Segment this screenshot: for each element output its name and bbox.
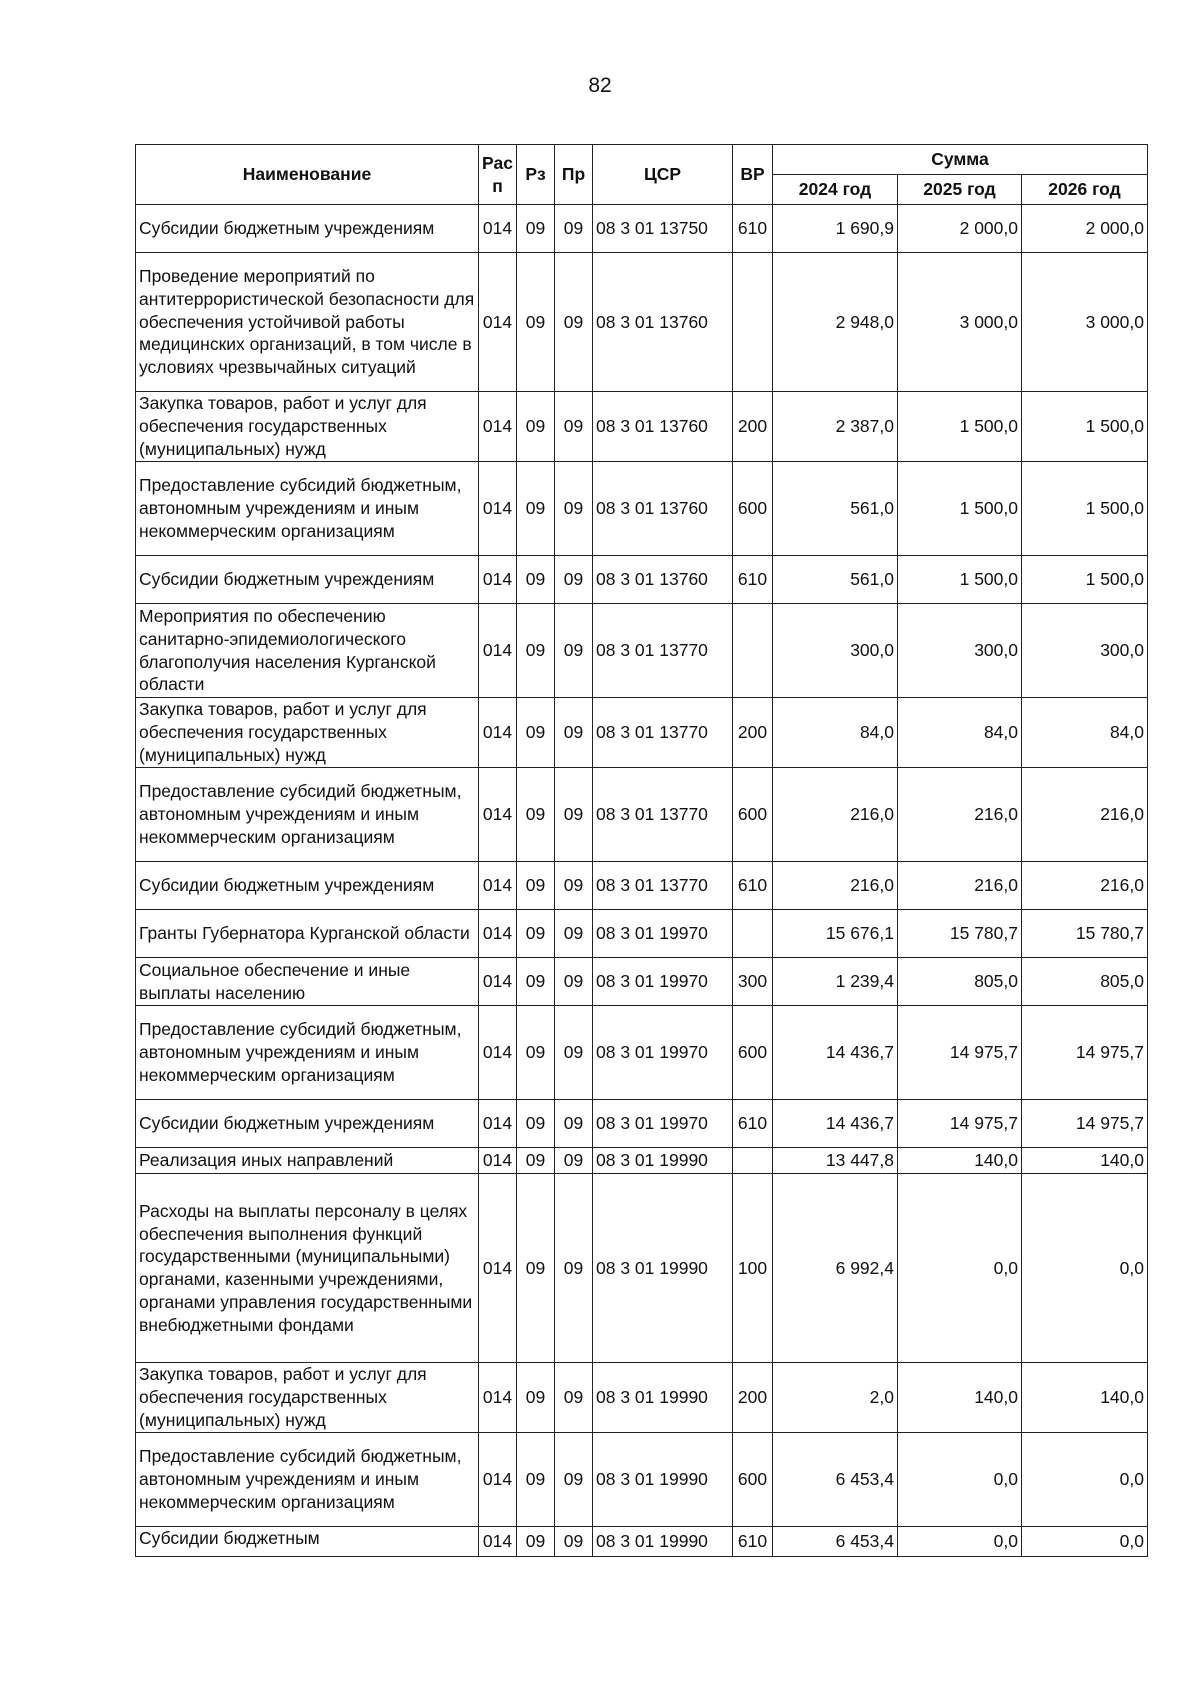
cell-rz: 09 (517, 768, 555, 862)
header-csr: ЦСР (593, 145, 733, 205)
cell-rasp: 014 (479, 556, 517, 604)
cell-2024: 561,0 (773, 556, 898, 604)
page-number: 82 (588, 74, 612, 97)
cell-csr: 08 3 01 13770 (593, 768, 733, 862)
cell-name: Закупка товаров, работ и услуг для обеспечения государственных (муниципальных) нужд (136, 698, 479, 768)
cell-pr: 09 (555, 1148, 593, 1174)
cell-name: Расходы на выплаты персоналу в целях обеспечения выполнения функций государственными (муниципальными) органами, казенными учреждениями, органами управления государственными внебюджетными фондами (136, 1174, 479, 1363)
cell-rasp: 014 (479, 1363, 517, 1433)
cell-rz: 09 (517, 910, 555, 958)
cell-rz: 09 (517, 1100, 555, 1148)
cell-name: Субсидии бюджетным учреждениям (136, 556, 479, 604)
cell-rz: 09 (517, 1363, 555, 1433)
cell-2025: 1 500,0 (898, 392, 1022, 462)
cell-pr: 09 (555, 1006, 593, 1100)
header-2025: 2025 год (898, 175, 1022, 205)
cell-vr (733, 604, 773, 698)
table-row (136, 1433, 1148, 1527)
header-2026: 2026 год (1022, 175, 1148, 205)
cell-2026: 0,0 (1022, 1433, 1148, 1527)
cell-2026: 14 975,7 (1022, 1100, 1148, 1148)
cell-csr: 08 3 01 13760 (593, 253, 733, 392)
cell-2025: 140,0 (898, 1148, 1022, 1174)
cell-rz: 09 (517, 1433, 555, 1527)
table-row (136, 462, 1148, 556)
cell-2026: 216,0 (1022, 862, 1148, 910)
header-rz: Рз (517, 145, 555, 205)
cell-vr: 200 (733, 392, 773, 462)
cell-pr: 09 (555, 862, 593, 910)
cell-2024: 300,0 (773, 604, 898, 698)
cell-2026: 0,0 (1022, 1527, 1148, 1557)
cell-rasp: 014 (479, 910, 517, 958)
table-row (136, 1527, 1148, 1557)
table-row (136, 205, 1148, 253)
cell-pr: 09 (555, 1100, 593, 1148)
cell-2025: 805,0 (898, 958, 1022, 1006)
table-row (136, 1148, 1148, 1174)
cell-name: Субсидии бюджетным учреждениям (136, 1100, 479, 1148)
table-row (136, 1363, 1148, 1433)
cell-vr: 300 (733, 958, 773, 1006)
cell-2026: 805,0 (1022, 958, 1148, 1006)
cell-rasp: 014 (479, 1527, 517, 1557)
table-row (136, 1100, 1148, 1148)
table-row (136, 556, 1148, 604)
cell-rz: 09 (517, 862, 555, 910)
cell-csr: 08 3 01 13770 (593, 862, 733, 910)
cell-vr: 200 (733, 698, 773, 768)
cell-pr: 09 (555, 205, 593, 253)
cell-vr (733, 1148, 773, 1174)
cell-rasp: 014 (479, 205, 517, 253)
cell-name: Закупка товаров, работ и услуг для обеспечения государственных (муниципальных) нужд (136, 1363, 479, 1433)
cell-rasp: 014 (479, 1433, 517, 1527)
table-row (136, 1006, 1148, 1100)
table-row (136, 910, 1148, 958)
cell-2025: 84,0 (898, 698, 1022, 768)
cell-2024: 6 453,4 (773, 1527, 898, 1557)
cell-2025: 2 000,0 (898, 205, 1022, 253)
cell-vr (733, 253, 773, 392)
cell-csr: 08 3 01 19970 (593, 1006, 733, 1100)
cell-2026: 84,0 (1022, 698, 1148, 768)
cell-rz: 09 (517, 556, 555, 604)
cell-rz: 09 (517, 1527, 555, 1557)
cell-pr: 09 (555, 392, 593, 462)
cell-rasp: 014 (479, 604, 517, 698)
cell-pr: 09 (555, 1363, 593, 1433)
cell-name: Предоставление субсидий бюджетным, автономным учреждениям и иным некоммерческим организациям (136, 1433, 479, 1527)
cell-2024: 561,0 (773, 462, 898, 556)
table-row (136, 253, 1148, 392)
cell-rasp: 014 (479, 462, 517, 556)
cell-name: Субсидии бюджетным (136, 1527, 479, 1557)
cell-2026: 1 500,0 (1022, 556, 1148, 604)
cell-2025: 15 780,7 (898, 910, 1022, 958)
cell-name: Гранты Губернатора Курганской области (136, 910, 479, 958)
cell-2026: 140,0 (1022, 1363, 1148, 1433)
cell-pr: 09 (555, 1433, 593, 1527)
cell-rasp: 014 (479, 958, 517, 1006)
cell-vr: 600 (733, 1433, 773, 1527)
cell-rasp: 014 (479, 253, 517, 392)
cell-2025: 140,0 (898, 1363, 1022, 1433)
cell-vr: 600 (733, 768, 773, 862)
cell-rz: 09 (517, 1148, 555, 1174)
cell-2025: 0,0 (898, 1433, 1022, 1527)
cell-rasp: 014 (479, 1174, 517, 1363)
cell-2025: 216,0 (898, 768, 1022, 862)
cell-2024: 216,0 (773, 862, 898, 910)
cell-csr: 08 3 01 19990 (593, 1433, 733, 1527)
cell-rz: 09 (517, 604, 555, 698)
cell-2026: 1 500,0 (1022, 392, 1148, 462)
cell-pr: 09 (555, 698, 593, 768)
cell-csr: 08 3 01 13770 (593, 698, 733, 768)
cell-2025: 1 500,0 (898, 556, 1022, 604)
cell-rz: 09 (517, 205, 555, 253)
cell-name: Реализация иных направлений (136, 1148, 479, 1174)
cell-csr: 08 3 01 13750 (593, 205, 733, 253)
cell-name: Предоставление субсидий бюджетным, автономным учреждениям и иным некоммерческим организациям (136, 462, 479, 556)
cell-vr: 600 (733, 1006, 773, 1100)
cell-name: Проведение мероприятий по антитеррористической безопасности для обеспечения устойчивой работы медицинских организаций, в том числе в условиях чрезвычайных ситуаций (136, 253, 479, 392)
cell-name: Мероприятия по обеспечению санитарно-эпидемиологического благополучия населения Курганской области (136, 604, 479, 698)
table-header (136, 145, 1148, 205)
cell-rasp: 014 (479, 392, 517, 462)
cell-name: Субсидии бюджетным учреждениям (136, 862, 479, 910)
cell-vr: 200 (733, 1363, 773, 1433)
cell-2024: 13 447,8 (773, 1148, 898, 1174)
cell-rz: 09 (517, 253, 555, 392)
cell-vr: 610 (733, 556, 773, 604)
table-row (136, 698, 1148, 768)
cell-2024: 14 436,7 (773, 1100, 898, 1148)
cell-2026: 216,0 (1022, 768, 1148, 862)
cell-pr: 09 (555, 462, 593, 556)
cell-pr: 09 (555, 1527, 593, 1557)
header-pr: Пр (555, 145, 593, 205)
cell-2024: 2,0 (773, 1363, 898, 1433)
cell-2025: 0,0 (898, 1174, 1022, 1363)
cell-pr: 09 (555, 556, 593, 604)
header-sum: Сумма (773, 145, 1148, 175)
cell-csr: 08 3 01 19990 (593, 1363, 733, 1433)
cell-pr: 09 (555, 604, 593, 698)
cell-csr: 08 3 01 19970 (593, 1100, 733, 1148)
cell-rasp: 014 (479, 768, 517, 862)
cell-csr: 08 3 01 13760 (593, 556, 733, 604)
cell-csr: 08 3 01 13760 (593, 392, 733, 462)
table-row (136, 392, 1148, 462)
cell-rasp: 014 (479, 1148, 517, 1174)
cell-csr: 08 3 01 19970 (593, 958, 733, 1006)
cell-2025: 216,0 (898, 862, 1022, 910)
table-row (136, 768, 1148, 862)
cell-2025: 14 975,7 (898, 1100, 1022, 1148)
cell-2024: 84,0 (773, 698, 898, 768)
cell-2024: 1 690,9 (773, 205, 898, 253)
cell-2026: 2 000,0 (1022, 205, 1148, 253)
cell-2024: 6 992,4 (773, 1174, 898, 1363)
budget-table (135, 144, 1148, 1557)
cell-vr: 610 (733, 1100, 773, 1148)
cell-name: Предоставление субсидий бюджетным, автономным учреждениям и иным некоммерческим организациям (136, 1006, 479, 1100)
cell-rasp: 014 (479, 698, 517, 768)
cell-name: Предоставление субсидий бюджетным, автономным учреждениям и иным некоммерческим организациям (136, 768, 479, 862)
cell-rasp: 014 (479, 862, 517, 910)
cell-rz: 09 (517, 698, 555, 768)
cell-vr (733, 910, 773, 958)
cell-pr: 09 (555, 1174, 593, 1363)
cell-rz: 09 (517, 1006, 555, 1100)
header-2024: 2024 год (773, 175, 898, 205)
cell-2024: 216,0 (773, 768, 898, 862)
cell-2024: 2 387,0 (773, 392, 898, 462)
cell-2026: 14 975,7 (1022, 1006, 1148, 1100)
cell-2024: 6 453,4 (773, 1433, 898, 1527)
cell-2026: 300,0 (1022, 604, 1148, 698)
cell-2026: 15 780,7 (1022, 910, 1148, 958)
cell-rz: 09 (517, 958, 555, 1006)
table-body (136, 205, 1148, 1557)
cell-csr: 08 3 01 13770 (593, 604, 733, 698)
table-row (136, 604, 1148, 698)
cell-name: Социальное обеспечение и иные выплаты населению (136, 958, 479, 1006)
cell-2024: 2 948,0 (773, 253, 898, 392)
cell-2025: 0,0 (898, 1527, 1022, 1557)
cell-2024: 1 239,4 (773, 958, 898, 1006)
cell-csr: 08 3 01 13760 (593, 462, 733, 556)
cell-2026: 1 500,0 (1022, 462, 1148, 556)
cell-2025: 3 000,0 (898, 253, 1022, 392)
cell-vr: 610 (733, 1527, 773, 1557)
cell-pr: 09 (555, 768, 593, 862)
cell-csr: 08 3 01 19990 (593, 1148, 733, 1174)
table-row (136, 1174, 1148, 1363)
cell-csr: 08 3 01 19990 (593, 1527, 733, 1557)
cell-2024: 14 436,7 (773, 1006, 898, 1100)
header-rasp: Рас п (479, 145, 517, 205)
table-row (136, 862, 1148, 910)
cell-vr: 610 (733, 862, 773, 910)
cell-vr: 100 (733, 1174, 773, 1363)
cell-2026: 0,0 (1022, 1174, 1148, 1363)
cell-name: Закупка товаров, работ и услуг для обеспечения государственных (муниципальных) нужд (136, 392, 479, 462)
cell-rasp: 014 (479, 1100, 517, 1148)
cell-2026: 3 000,0 (1022, 253, 1148, 392)
cell-2025: 14 975,7 (898, 1006, 1022, 1100)
cell-rz: 09 (517, 462, 555, 556)
cell-2025: 300,0 (898, 604, 1022, 698)
cell-csr: 08 3 01 19970 (593, 910, 733, 958)
cell-2025: 1 500,0 (898, 462, 1022, 556)
header-vr: ВР (733, 145, 773, 205)
cell-rz: 09 (517, 1174, 555, 1363)
cell-pr: 09 (555, 253, 593, 392)
table-row (136, 958, 1148, 1006)
cell-vr: 600 (733, 462, 773, 556)
cell-vr: 610 (733, 205, 773, 253)
cell-csr: 08 3 01 19990 (593, 1174, 733, 1363)
cell-2024: 15 676,1 (773, 910, 898, 958)
cell-2026: 140,0 (1022, 1148, 1148, 1174)
cell-pr: 09 (555, 958, 593, 1006)
cell-pr: 09 (555, 910, 593, 958)
cell-name: Субсидии бюджетным учреждениям (136, 205, 479, 253)
cell-rz: 09 (517, 392, 555, 462)
cell-rasp: 014 (479, 1006, 517, 1100)
header-name: Наименование (136, 145, 479, 205)
